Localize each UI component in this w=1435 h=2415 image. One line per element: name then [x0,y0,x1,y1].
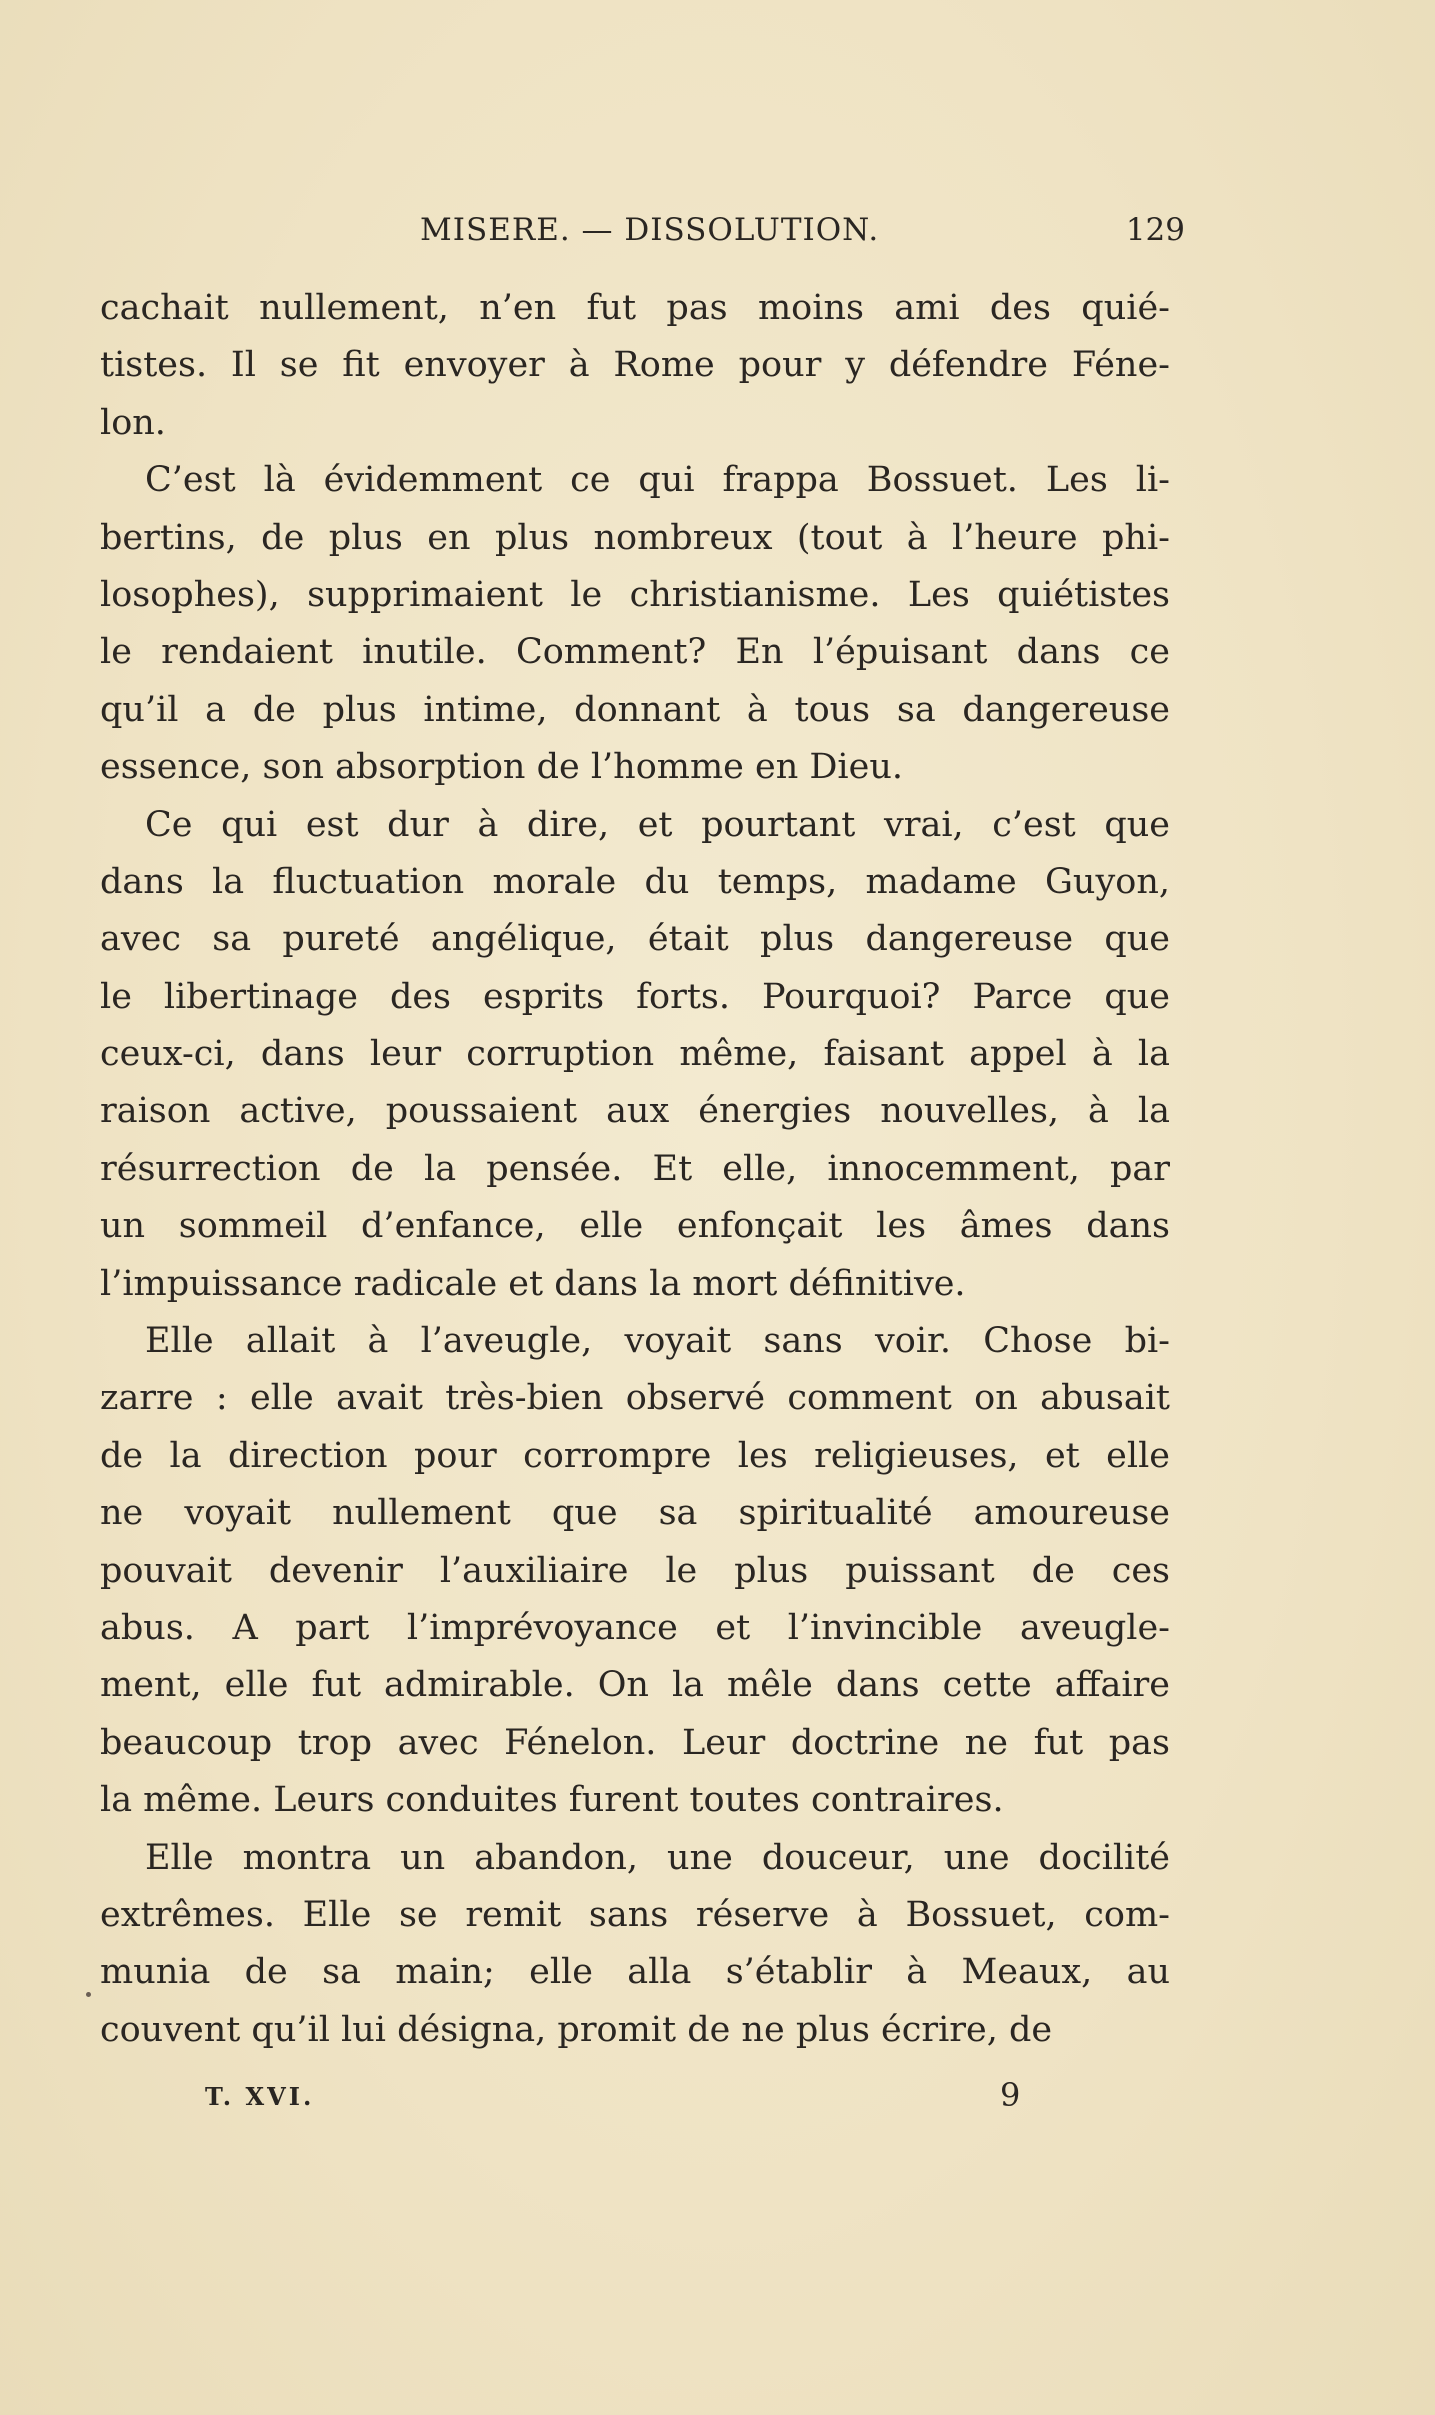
text-line: abus. A part l’imprévoyance et l’invincible aveugle- [100,1607,1170,1648]
running-head: MISERE. — DISSOLUTION. [420,212,880,248]
paragraph [100,452,1170,796]
text-line: Elle montra un abandon, une douceur, une docilité [145,1837,1170,1878]
text-line: tistes. Il se fit envoyer à Rome pour y défendre Féne- [100,345,1170,386]
text-line: un sommeil d’enfance, elle enfonçait les âmes dans [100,1206,1170,1247]
text-line: ceux-ci, dans leur corruption même, faisant appel à la [100,1034,1170,1075]
text-line: lon. [100,402,166,443]
page-number: 129 [1125,212,1185,248]
signature-mark: T. XVI. [205,2082,315,2111]
text-line: dans la fluctuation morale du temps, madame Guyon, [100,861,1170,902]
text-line: Elle allait à l’aveugle, voyait sans voir. Chose bi- [145,1321,1170,1362]
text-line: l’impuissance radicale et dans la mort définitive. [100,1263,966,1304]
signature-number: 9 [1000,2076,1021,2114]
margin-mark [86,1992,91,1997]
text-line: raison active, poussaient aux énergies nouvelles, à la [100,1091,1170,1132]
text-line: bertins, de plus en plus nombreux (tout à l’heure phi- [100,517,1170,558]
text-line: ne voyait nullement que sa spiritualité amoureuse [100,1493,1170,1534]
text-line: ment, elle fut admirable. On la mêle dans cette affaire [100,1665,1170,1706]
text-line: munia de sa main; elle alla s’établir à Meaux, au [100,1952,1170,1993]
text-line: de la direction pour corrompre les religieuses, et elle [100,1435,1170,1476]
text-line: cachait nullement, n’en fut pas moins ami des quié- [100,288,1170,328]
paragraph [100,1313,1170,1830]
page-footer [100,2076,1170,2132]
text-line: le libertinage des esprits forts. Pourquoi? Parce que [100,976,1170,1017]
text-line: C’est là évidemment ce qui frappa Bossuet. Les li- [145,460,1170,501]
text-line: le rendaient inutile. Comment? En l’épuisant dans ce [100,632,1170,673]
text-line: qu’il a de plus intime, donnant à tous sa dangereuse [100,689,1170,730]
text-line: essence, son absorption de l’homme en Dieu. [100,747,904,788]
text-line: avec sa pureté angélique, était plus dangereuse que [100,919,1170,960]
paragraph [100,797,1170,1314]
text-line: losophes), supprimaient le christianisme. Les quiétistes [100,574,1170,615]
text-line: beaucoup trop avec Fénelon. Leur doctrine ne fut pas [100,1722,1170,1763]
text-line: couvent qu’il lui désigna, promit de ne plus écrire, de [100,2009,1053,2050]
text-line: Ce qui est dur à dire, et pourtant vrai, c’est que [145,804,1170,845]
text-line: résurrection de la pensée. Et elle, innocemment, par [100,1148,1170,1189]
text-line: extrêmes. Elle se remit sans réserve à Bossuet, com- [100,1894,1170,1935]
paragraph [100,280,1170,452]
paragraph [100,1830,1170,2060]
text-line: pouvait devenir l’auxiliaire le plus puissant de ces [100,1550,1170,1591]
page-header [100,212,1185,262]
text-line: zarre : elle avait très-bien observé comment on abusait [100,1378,1170,1419]
body-text [100,280,1170,2059]
text-line: la même. Leurs conduites furent toutes contraires. [100,1780,1004,1821]
